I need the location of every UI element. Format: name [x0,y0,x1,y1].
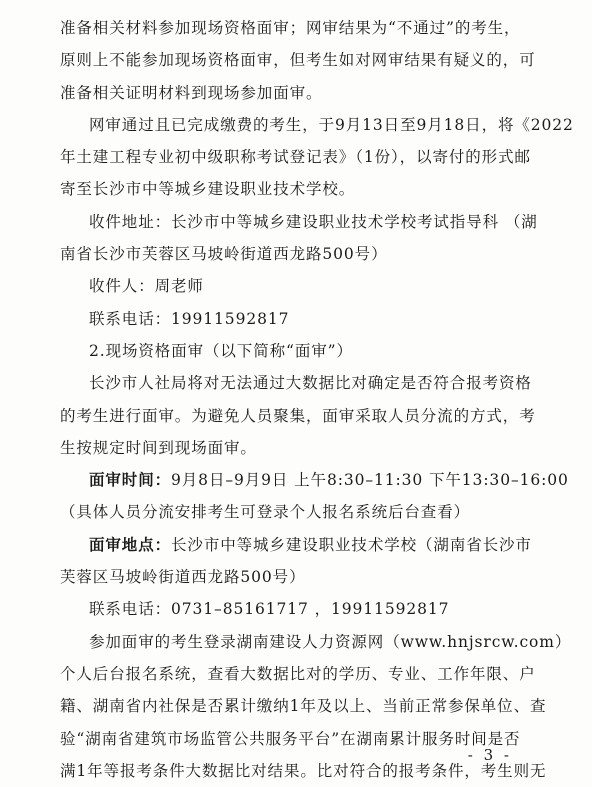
text-line [60,432,530,464]
line-text: 南省长沙市芙蓉区马坡岭街道西龙路500号） [60,245,388,264]
line-text: 验“湖南省建筑市场监管公共服务平台”在湖南累计服务时间是否 [60,729,521,748]
line-text: 长沙市中等城乡建设职业技术学校（湖南省长沙市 [171,535,532,554]
text-line [60,400,536,432]
line-text: 籍、湖南省内社保是否累计缴纳1年及以上、当前正常参保单位、查 [60,697,547,716]
text-line [60,270,530,302]
line-text: 参加面审的考生登录湖南建设人力资源网（www.hnjsrcw.com） [89,632,572,651]
text-line [60,690,547,722]
text-line [60,658,536,690]
text-line [60,723,530,755]
line-text: 联系电话：0731–85161717 ，19911592817 [89,600,450,619]
line-text: 收件地址：长沙市中等城乡建设职业技术学校考试指导科 （湖 [89,212,538,231]
text-line [60,44,536,76]
line-text: 网审通过且已完成缴费的考生，于9月13日至9月18日，将《2022 [89,115,574,134]
line-text: 生按规定时间到现场面审。 [60,438,257,457]
line-text: 满1年等报考条件大数据比对结果。比对符合的报考条件，考生则无 [60,761,547,780]
text-line [60,593,530,625]
line-text: 长沙市人社局将对无法通过大数据比对确定是否符合报考资格 [89,374,532,393]
text-line [60,335,530,367]
text-line [60,529,530,561]
line-text: 的考生进行面审。为避免人员聚集，面审采取人员分流的方式，考 [60,406,536,425]
text-line [60,626,572,658]
line-text: 寄至长沙市中等城乡建设职业技术学校。 [60,180,356,199]
line-text: 2.现场资格面审（以下简称“面审”） [89,341,353,360]
line-text: 联系电话：19911592817 [89,309,290,328]
document-body [60,12,574,787]
text-line [60,238,530,270]
text-line [60,77,530,109]
text-line [60,141,530,173]
line-text: 准备相关材料参加现场资格面审；网审结果为“不通过”的考生， [60,19,521,37]
text-line [60,755,547,787]
text-line [60,173,530,205]
line-text: 芙蓉区马坡岭街道西龙路500号） [60,568,306,587]
line-text: 个人后台报名系统，查看大数据比对的学历、专业、工作年限、户 [60,664,536,683]
line-text: 年土建工程专业初中级职称考试登记表》（1份），以寄付的形式邮 [60,148,531,167]
text-line [60,12,530,44]
text-line [60,303,530,335]
field-label: 面审地点： [89,534,172,554]
line-text: 准备相关证明材料到现场参加面审。 [60,83,323,102]
text-line [60,367,530,399]
line-text: 9月8日–9月9日 上午8:30–11:30 下午13:30–16:00 [171,471,569,490]
page-number: - 3 - [467,746,512,764]
text-line [60,464,569,496]
text-line [60,109,574,141]
field-label: 面审时间： [89,470,172,490]
text-line [60,561,530,593]
text-line [60,206,538,238]
line-text: （具体人员分流安排考生可登录个人报名系统后台查看） [60,503,471,522]
line-text: 收件人：周老师 [89,277,204,296]
line-text: 原则上不能参加现场资格面审，但考生如对网审结果有疑义的，可 [60,51,536,70]
text-line [60,496,530,528]
